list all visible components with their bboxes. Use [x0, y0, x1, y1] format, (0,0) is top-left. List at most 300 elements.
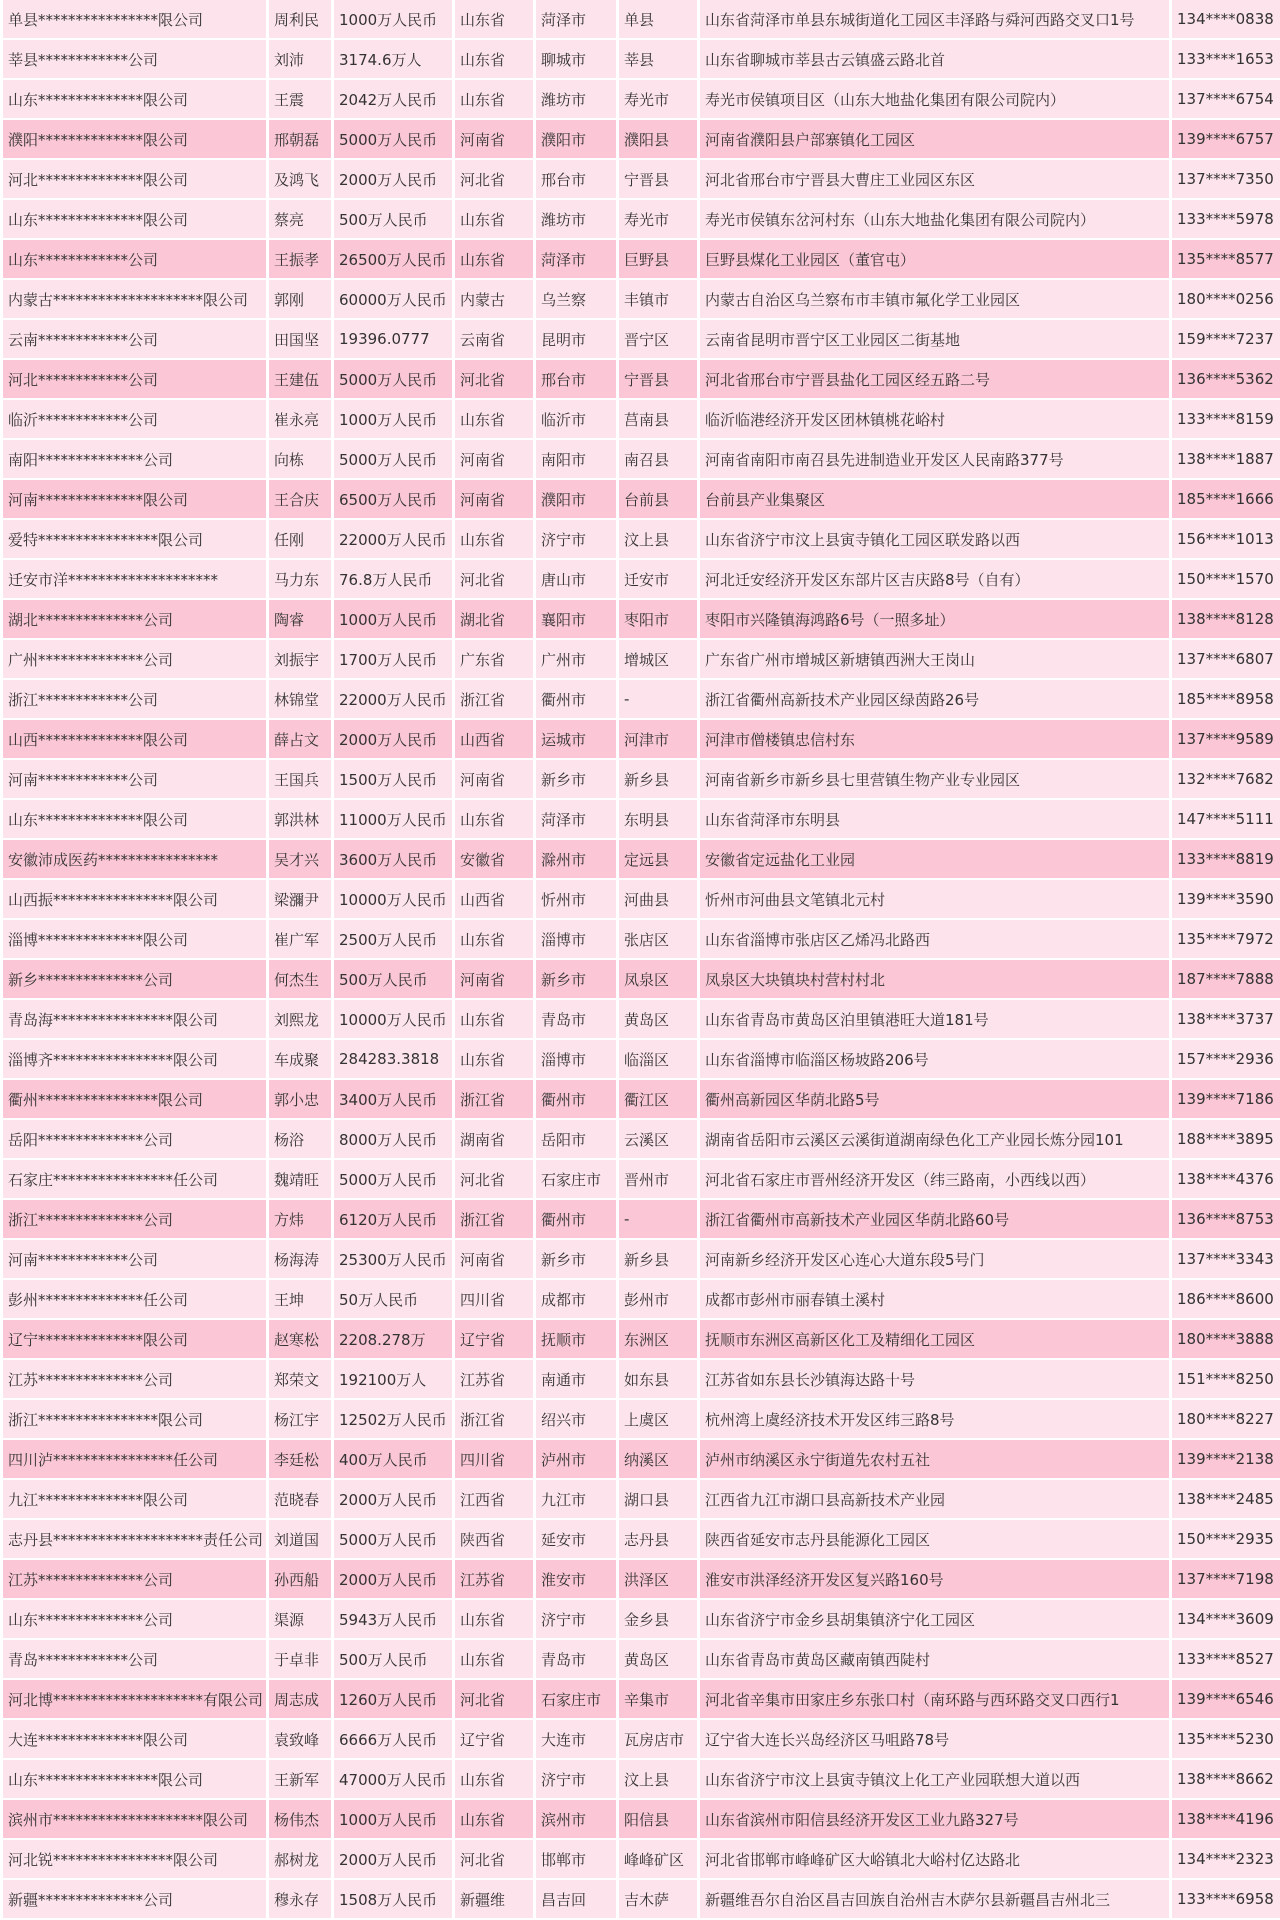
table-row	[3, 1600, 1280, 1640]
registered-capital-cell: 6500万人民币	[334, 480, 452, 520]
company-name-cell: 南阳**************公司	[3, 440, 266, 480]
phone-cell: 134****3609	[1172, 1600, 1280, 1640]
phone-cell: 135****7972	[1172, 920, 1280, 960]
city-cell: 青岛市	[536, 1640, 616, 1680]
company-name-cell: 河北锐****************限公司	[3, 1840, 266, 1880]
province-cell: 广东省	[455, 640, 533, 680]
city-cell: 济宁市	[536, 1760, 616, 1800]
company-name-cell: 河南************公司	[3, 760, 266, 800]
phone-cell: 180****8227	[1172, 1400, 1280, 1440]
table-row	[3, 1680, 1280, 1720]
phone-cell: 133****8819	[1172, 840, 1280, 880]
city-cell: 淮安市	[536, 1560, 616, 1600]
city-cell: 延安市	[536, 1520, 616, 1560]
county-cell: 如东县	[619, 1360, 697, 1400]
registered-capital-cell: 60000万人民币	[334, 280, 452, 320]
province-cell: 河北省	[455, 160, 533, 200]
city-cell: 淄博市	[536, 920, 616, 960]
table-row	[3, 440, 1280, 480]
province-cell: 山东省	[455, 200, 533, 240]
county-cell: 云溪区	[619, 1120, 697, 1160]
phone-cell: 185****1666	[1172, 480, 1280, 520]
company-name-cell: 爱特****************限公司	[3, 520, 266, 560]
address-cell: 河北省邯郸市峰峰矿区大峪镇北大峪村亿达路北	[700, 1840, 1169, 1880]
city-cell: 新乡市	[536, 760, 616, 800]
phone-cell: 137****7350	[1172, 160, 1280, 200]
registered-capital-cell: 10000万人民币	[334, 1000, 452, 1040]
company-name-cell: 河北************公司	[3, 360, 266, 400]
phone-cell: 156****1013	[1172, 520, 1280, 560]
company-name-cell: 山东**************公司	[3, 1600, 266, 1640]
legal-person-cell: 王新军	[269, 1760, 331, 1800]
legal-person-cell: 林锦堂	[269, 680, 331, 720]
phone-cell: 188****3895	[1172, 1120, 1280, 1160]
address-cell: 临沂临港经济开发区团林镇桃花峪村	[700, 400, 1169, 440]
county-cell: 宁晋县	[619, 160, 697, 200]
province-cell: 安徽省	[455, 840, 533, 880]
phone-cell: 132****7682	[1172, 760, 1280, 800]
phone-cell: 135****5230	[1172, 1720, 1280, 1760]
phone-cell: 134****0838	[1172, 0, 1280, 40]
address-cell: 山东省淄博市临淄区杨坡路206号	[700, 1040, 1169, 1080]
table-row	[3, 1000, 1280, 1040]
company-name-cell: 淄博**************限公司	[3, 920, 266, 960]
city-cell: 潍坊市	[536, 80, 616, 120]
address-cell: 杭州湾上虞经济技术开发区纬三路8号	[700, 1400, 1169, 1440]
county-cell: 寿光市	[619, 80, 697, 120]
registered-capital-cell: 1000万人民币	[334, 1800, 452, 1840]
province-cell: 河南省	[455, 760, 533, 800]
legal-person-cell: 吴才兴	[269, 840, 331, 880]
phone-cell: 147****5111	[1172, 800, 1280, 840]
address-cell: 河南省濮阳县户部寨镇化工园区	[700, 120, 1169, 160]
phone-cell: 157****2936	[1172, 1040, 1280, 1080]
legal-person-cell: 渠源	[269, 1600, 331, 1640]
table-row	[3, 120, 1280, 160]
legal-person-cell: 郭小忠	[269, 1080, 331, 1120]
city-cell: 昆明市	[536, 320, 616, 360]
legal-person-cell: 杨伟杰	[269, 1800, 331, 1840]
county-cell: 湖口县	[619, 1480, 697, 1520]
phone-cell: 159****7237	[1172, 320, 1280, 360]
county-cell: 莘县	[619, 40, 697, 80]
legal-person-cell: 赵寒松	[269, 1320, 331, 1360]
table-row	[3, 320, 1280, 360]
address-cell: 河北省辛集市田家庄乡东张口村（南环路与西环路交叉口西行1	[700, 1680, 1169, 1720]
legal-person-cell: 王建伍	[269, 360, 331, 400]
registered-capital-cell: 5000万人民币	[334, 120, 452, 160]
city-cell: 衢州市	[536, 680, 616, 720]
phone-cell: 150****2935	[1172, 1520, 1280, 1560]
province-cell: 河南省	[455, 120, 533, 160]
county-cell: 晋宁区	[619, 320, 697, 360]
legal-person-cell: 王震	[269, 80, 331, 120]
table-row	[3, 80, 1280, 120]
address-cell: 衢州高新园区华荫北路5号	[700, 1080, 1169, 1120]
city-cell: 新乡市	[536, 960, 616, 1000]
legal-person-cell: 刘振宇	[269, 640, 331, 680]
address-cell: 淮安市洪泽经济开发区复兴路160号	[700, 1560, 1169, 1600]
county-cell: 彭州市	[619, 1280, 697, 1320]
table-row	[3, 1720, 1280, 1760]
province-cell: 浙江省	[455, 1200, 533, 1240]
address-cell: 忻州市河曲县文笔镇北元村	[700, 880, 1169, 920]
phone-cell: 138****3737	[1172, 1000, 1280, 1040]
province-cell: 河北省	[455, 560, 533, 600]
legal-person-cell: 刘熙龙	[269, 1000, 331, 1040]
city-cell: 新乡市	[536, 1240, 616, 1280]
registered-capital-cell: 19396.0777	[334, 320, 452, 360]
city-cell: 成都市	[536, 1280, 616, 1320]
city-cell: 菏泽市	[536, 240, 616, 280]
address-cell: 湖南省岳阳市云溪区云溪街道湖南绿色化工产业园长炼分园101	[700, 1120, 1169, 1160]
province-cell: 浙江省	[455, 1080, 533, 1120]
company-name-cell: 内蒙古********************限公司	[3, 280, 266, 320]
province-cell: 山东省	[455, 0, 533, 40]
registered-capital-cell: 1000万人民币	[334, 600, 452, 640]
legal-person-cell: 魏靖旺	[269, 1160, 331, 1200]
address-cell: 河南省南阳市南召县先进制造业开发区人民南路377号	[700, 440, 1169, 480]
table-row	[3, 880, 1280, 920]
county-cell: 宁晋县	[619, 360, 697, 400]
phone-cell: 136****8753	[1172, 1200, 1280, 1240]
company-name-cell: 迁安市洋********************	[3, 560, 266, 600]
table-row	[3, 760, 1280, 800]
province-cell: 河南省	[455, 960, 533, 1000]
phone-cell: 151****8250	[1172, 1360, 1280, 1400]
table-row	[3, 1480, 1280, 1520]
phone-cell: 137****3343	[1172, 1240, 1280, 1280]
city-cell: 南阳市	[536, 440, 616, 480]
county-cell: 黄岛区	[619, 1000, 697, 1040]
legal-person-cell: 向栋	[269, 440, 331, 480]
address-cell: 浙江省衢州市高新技术产业园区华荫北路60号	[700, 1200, 1169, 1240]
county-cell: -	[619, 1200, 697, 1240]
company-name-cell: 衢州****************限公司	[3, 1080, 266, 1120]
city-cell: 绍兴市	[536, 1400, 616, 1440]
address-cell: 山东省菏泽市单县东城街道化工园区丰泽路与舜河西路交叉口1号	[700, 0, 1169, 40]
company-name-cell: 河南**************限公司	[3, 480, 266, 520]
county-cell: 单县	[619, 0, 697, 40]
phone-cell: 137****9589	[1172, 720, 1280, 760]
phone-cell: 134****2323	[1172, 1840, 1280, 1880]
address-cell: 山东省济宁市汶上县寅寺镇化工园区联发路以西	[700, 520, 1169, 560]
table-row	[3, 240, 1280, 280]
phone-cell: 137****6807	[1172, 640, 1280, 680]
company-name-cell: 安徽沛成医药****************	[3, 840, 266, 880]
registered-capital-cell: 1000万人民币	[334, 0, 452, 40]
table-row	[3, 40, 1280, 80]
county-cell: 枣阳市	[619, 600, 697, 640]
legal-person-cell: 杨海涛	[269, 1240, 331, 1280]
city-cell: 淄博市	[536, 1040, 616, 1080]
phone-cell: 133****5978	[1172, 200, 1280, 240]
address-cell: 江西省九江市湖口县高新技术产业园	[700, 1480, 1169, 1520]
address-cell: 山东省淄博市张店区乙烯冯北路西	[700, 920, 1169, 960]
address-cell: 抚顺市东洲区高新区化工及精细化工园区	[700, 1320, 1169, 1360]
address-cell: 枣阳市兴隆镇海鸿路6号（一照多址）	[700, 600, 1169, 640]
county-cell: 晋州市	[619, 1160, 697, 1200]
legal-person-cell: 范晓春	[269, 1480, 331, 1520]
address-cell: 河北省石家庄市晋州经济开发区（纬三路南，小西线以西）	[700, 1160, 1169, 1200]
registered-capital-cell: 284283.3818	[334, 1040, 452, 1080]
address-cell: 成都市彭州市丽春镇土溪村	[700, 1280, 1169, 1320]
city-cell: 菏泽市	[536, 800, 616, 840]
province-cell: 山东省	[455, 400, 533, 440]
province-cell: 山东省	[455, 240, 533, 280]
table-row	[3, 1280, 1280, 1320]
province-cell: 山东省	[455, 1800, 533, 1840]
company-name-cell: 广州**************公司	[3, 640, 266, 680]
address-cell: 河北迁安经济开发区东部片区吉庆路8号（自有）	[700, 560, 1169, 600]
registered-capital-cell: 26500万人民币	[334, 240, 452, 280]
company-name-cell: 云南************公司	[3, 320, 266, 360]
phone-cell: 186****8600	[1172, 1280, 1280, 1320]
company-name-cell: 山西**************限公司	[3, 720, 266, 760]
city-cell: 襄阳市	[536, 600, 616, 640]
legal-person-cell: 王坤	[269, 1280, 331, 1320]
company-name-cell: 山西振****************限公司	[3, 880, 266, 920]
city-cell: 唐山市	[536, 560, 616, 600]
company-name-cell: 江苏**************公司	[3, 1360, 266, 1400]
company-name-cell: 彭州**************任公司	[3, 1280, 266, 1320]
county-cell: 河曲县	[619, 880, 697, 920]
company-name-cell: 岳阳**************公司	[3, 1120, 266, 1160]
table-row	[3, 360, 1280, 400]
province-cell: 河北省	[455, 1680, 533, 1720]
province-cell: 河南省	[455, 440, 533, 480]
phone-cell: 138****1887	[1172, 440, 1280, 480]
legal-person-cell: 崔永亮	[269, 400, 331, 440]
registered-capital-cell: 6120万人民币	[334, 1200, 452, 1240]
province-cell: 浙江省	[455, 1400, 533, 1440]
registered-capital-cell: 5943万人民币	[334, 1600, 452, 1640]
city-cell: 石家庄市	[536, 1680, 616, 1720]
registered-capital-cell: 2000万人民币	[334, 1840, 452, 1880]
legal-person-cell: 杨江宇	[269, 1400, 331, 1440]
registered-capital-cell: 2000万人民币	[334, 720, 452, 760]
company-name-cell: 淄博齐****************限公司	[3, 1040, 266, 1080]
county-cell: 新乡县	[619, 760, 697, 800]
legal-person-cell: 李廷松	[269, 1440, 331, 1480]
registered-capital-cell: 500万人民币	[334, 1640, 452, 1680]
table-row	[3, 960, 1280, 1000]
company-name-cell: 浙江****************限公司	[3, 1400, 266, 1440]
address-cell: 山东省济宁市汶上县寅寺镇汶上化工产业园联想大道以西	[700, 1760, 1169, 1800]
company-name-cell: 山东**************限公司	[3, 80, 266, 120]
phone-cell: 138****4196	[1172, 1800, 1280, 1840]
company-name-cell: 湖北**************公司	[3, 600, 266, 640]
registered-capital-cell: 22000万人民币	[334, 680, 452, 720]
table-row	[3, 400, 1280, 440]
city-cell: 运城市	[536, 720, 616, 760]
phone-cell: 139****6546	[1172, 1680, 1280, 1720]
legal-person-cell: 袁致峰	[269, 1720, 331, 1760]
legal-person-cell: 崔广军	[269, 920, 331, 960]
address-cell: 山东省聊城市莘县古云镇盛云路北首	[700, 40, 1169, 80]
registered-capital-cell: 5000万人民币	[334, 1160, 452, 1200]
city-cell: 滨州市	[536, 1800, 616, 1840]
table-row	[3, 1640, 1280, 1680]
registered-capital-cell: 1500万人民币	[334, 760, 452, 800]
table-row	[3, 1080, 1280, 1120]
company-name-cell: 江苏**************公司	[3, 1560, 266, 1600]
address-cell: 辽宁省大连长兴岛经济区马咀路78号	[700, 1720, 1169, 1760]
table-row	[3, 600, 1280, 640]
phone-cell: 133****8159	[1172, 400, 1280, 440]
city-cell: 济宁市	[536, 520, 616, 560]
company-name-cell: 河南************公司	[3, 1240, 266, 1280]
legal-person-cell: 邢朝磊	[269, 120, 331, 160]
address-cell: 山东省滨州市阳信县经济开发区工业九路327号	[700, 1800, 1169, 1840]
county-cell: 纳溪区	[619, 1440, 697, 1480]
province-cell: 四川省	[455, 1280, 533, 1320]
table-row	[3, 1160, 1280, 1200]
phone-cell: 138****8128	[1172, 600, 1280, 640]
address-cell: 寿光市侯镇项目区（山东大地盐化集团有限公司院内）	[700, 80, 1169, 120]
registered-capital-cell: 12502万人民币	[334, 1400, 452, 1440]
address-cell: 陕西省延安市志丹县能源化工园区	[700, 1520, 1169, 1560]
registered-capital-cell: 76.8万人民币	[334, 560, 452, 600]
company-name-cell: 志丹县********************责任公司	[3, 1520, 266, 1560]
company-name-cell: 浙江************公司	[3, 680, 266, 720]
table-row	[3, 1440, 1280, 1480]
address-cell: 河南新乡经济开发区心连心大道东段5号门	[700, 1240, 1169, 1280]
county-cell: 凤泉区	[619, 960, 697, 1000]
address-cell: 内蒙古自治区乌兰察布市丰镇市氟化学工业园区	[700, 280, 1169, 320]
table-row	[3, 1840, 1280, 1880]
province-cell: 山东省	[455, 1600, 533, 1640]
address-cell: 泸州市纳溪区永宁街道先农村五社	[700, 1440, 1169, 1480]
legal-person-cell: 田国坚	[269, 320, 331, 360]
city-cell: 青岛市	[536, 1000, 616, 1040]
city-cell: 邢台市	[536, 160, 616, 200]
phone-cell: 139****7186	[1172, 1080, 1280, 1120]
table-row	[3, 560, 1280, 600]
legal-person-cell: 刘沛	[269, 40, 331, 80]
county-cell: 金乡县	[619, 1600, 697, 1640]
registered-capital-cell: 8000万人民币	[334, 1120, 452, 1160]
table-row	[3, 720, 1280, 760]
legal-person-cell: 孙西船	[269, 1560, 331, 1600]
company-name-cell: 青岛海****************限公司	[3, 1000, 266, 1040]
registered-capital-cell: 47000万人民币	[334, 1760, 452, 1800]
registered-capital-cell: 2500万人民币	[334, 920, 452, 960]
address-cell: 山东省青岛市黄岛区泊里镇港旺大道181号	[700, 1000, 1169, 1040]
phone-cell: 138****4376	[1172, 1160, 1280, 1200]
legal-person-cell: 车成聚	[269, 1040, 331, 1080]
registered-capital-cell: 2000万人民币	[334, 1560, 452, 1600]
address-cell: 河北省邢台市宁晋县大曹庄工业园区东区	[700, 160, 1169, 200]
legal-person-cell: 陶睿	[269, 600, 331, 640]
registered-capital-cell: 5000万人民币	[334, 1520, 452, 1560]
province-cell: 湖南省	[455, 1120, 533, 1160]
registered-capital-cell: 25300万人民币	[334, 1240, 452, 1280]
registered-capital-cell: 3600万人民币	[334, 840, 452, 880]
registered-capital-cell: 22000万人民币	[334, 520, 452, 560]
province-cell: 河南省	[455, 480, 533, 520]
company-name-cell: 莘县************公司	[3, 40, 266, 80]
city-cell: 邯郸市	[536, 1840, 616, 1880]
table-row	[3, 160, 1280, 200]
table-row	[3, 800, 1280, 840]
registered-capital-cell: 3174.6万人	[334, 40, 452, 80]
registered-capital-cell: 1260万人民币	[334, 1680, 452, 1720]
company-name-cell: 石家庄****************任公司	[3, 1160, 266, 1200]
address-cell: 广东省广州市增城区新塘镇西洲大王岗山	[700, 640, 1169, 680]
county-cell: 定远县	[619, 840, 697, 880]
county-cell: 临淄区	[619, 1040, 697, 1080]
legal-person-cell: 方炜	[269, 1200, 331, 1240]
address-cell: 新疆维吾尔自治区昌吉回族自治州吉木萨尔县新疆昌吉州北三	[700, 1880, 1169, 1920]
county-cell: 黄岛区	[619, 1640, 697, 1680]
legal-person-cell: 郭刚	[269, 280, 331, 320]
registered-capital-cell: 2000万人民币	[334, 1480, 452, 1520]
province-cell: 湖北省	[455, 600, 533, 640]
city-cell: 泸州市	[536, 1440, 616, 1480]
province-cell: 河北省	[455, 1840, 533, 1880]
phone-cell: 139****6757	[1172, 120, 1280, 160]
county-cell: 张店区	[619, 920, 697, 960]
company-name-cell: 单县****************限公司	[3, 0, 266, 40]
registered-capital-cell: 500万人民币	[334, 960, 452, 1000]
registered-capital-cell: 50万人民币	[334, 1280, 452, 1320]
registered-capital-cell: 3400万人民币	[334, 1080, 452, 1120]
company-name-cell: 浙江**************公司	[3, 1200, 266, 1240]
legal-person-cell: 周利民	[269, 0, 331, 40]
province-cell: 陕西省	[455, 1520, 533, 1560]
city-cell: 广州市	[536, 640, 616, 680]
county-cell: -	[619, 680, 697, 720]
province-cell: 山东省	[455, 1000, 533, 1040]
table-row	[3, 1120, 1280, 1160]
phone-cell: 135****8577	[1172, 240, 1280, 280]
address-cell: 云南省昆明市晋宁区工业园区二街基地	[700, 320, 1169, 360]
company-name-cell: 滨州市********************限公司	[3, 1800, 266, 1840]
company-name-cell: 山东************公司	[3, 240, 266, 280]
company-name-cell: 九江**************限公司	[3, 1480, 266, 1520]
legal-person-cell: 任刚	[269, 520, 331, 560]
province-cell: 山东省	[455, 1760, 533, 1800]
county-cell: 阳信县	[619, 1800, 697, 1840]
phone-cell: 133****1653	[1172, 40, 1280, 80]
county-cell: 濮阳县	[619, 120, 697, 160]
legal-person-cell: 于卓非	[269, 1640, 331, 1680]
city-cell: 乌兰察	[536, 280, 616, 320]
table-row	[3, 0, 1280, 40]
phone-cell: 137****6754	[1172, 80, 1280, 120]
table-row	[3, 1320, 1280, 1360]
phone-cell: 187****7888	[1172, 960, 1280, 1000]
address-cell: 山东省菏泽市东明县	[700, 800, 1169, 840]
province-cell: 山东省	[455, 80, 533, 120]
county-cell: 汶上县	[619, 1760, 697, 1800]
province-cell: 山东省	[455, 800, 533, 840]
registered-capital-cell: 192100万人	[334, 1360, 452, 1400]
province-cell: 江苏省	[455, 1360, 533, 1400]
city-cell: 石家庄市	[536, 1160, 616, 1200]
province-cell: 江苏省	[455, 1560, 533, 1600]
address-cell: 台前县产业集聚区	[700, 480, 1169, 520]
company-name-cell: 临沂************公司	[3, 400, 266, 440]
table-row	[3, 280, 1280, 320]
province-cell: 辽宁省	[455, 1720, 533, 1760]
province-cell: 河北省	[455, 360, 533, 400]
table-row	[3, 1520, 1280, 1560]
city-cell: 邢台市	[536, 360, 616, 400]
province-cell: 河南省	[455, 1240, 533, 1280]
address-cell: 凤泉区大块镇块村营村村北	[700, 960, 1169, 1000]
